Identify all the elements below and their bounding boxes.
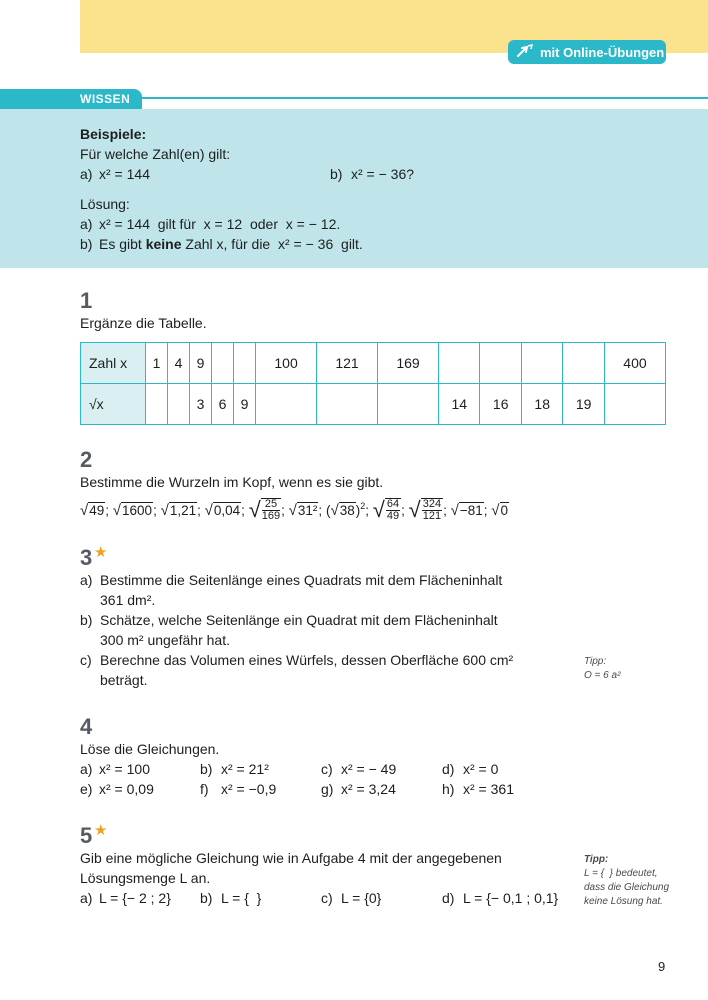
table-cell[interactable]	[604, 384, 665, 425]
wissen-tab	[0, 89, 142, 109]
separator: ;	[105, 502, 110, 518]
root-fraction-64-49	[385, 498, 401, 522]
set-expr: L = { }	[221, 890, 262, 906]
task-5-number: 5	[80, 823, 93, 848]
solution-b-label: b)	[80, 236, 93, 252]
equation-label: c)	[321, 761, 333, 777]
solution-b-pre: Es gibt	[99, 236, 142, 252]
separator: ;	[483, 502, 488, 518]
table-head-sqrt: √x	[81, 384, 146, 425]
root-1600: 1600	[122, 503, 153, 518]
task-2-roots: √ 49 ; √ 1600 ; √ 1,21 ; √ 0,04 ; √ $\frac{25}{169}$ ; √ 31² ; ( √ 38 )$^2$ ; √ $\frac{64}{49}$ ; √ $\frac{324}{121}$ ; √ −81 ; √ 0	[80, 497, 509, 522]
tip-line: keine Lösung hat.	[584, 896, 663, 907]
set-expr: L = {0}	[341, 890, 382, 906]
task-3c-label: c)	[80, 652, 92, 668]
example-b-label: b)	[330, 166, 343, 182]
table-cell[interactable]	[438, 343, 479, 384]
table-cell[interactable]: 9	[190, 343, 212, 384]
star-icon: ★	[94, 544, 108, 561]
equation-expr: x² = − 49	[341, 761, 397, 777]
numerator: 324	[422, 498, 442, 510]
root-49: 49	[89, 503, 105, 518]
loesung-heading: Lösung:	[80, 196, 130, 212]
set-label: c)	[321, 890, 333, 906]
equation-label: g)	[321, 781, 334, 797]
denominator: 169	[261, 510, 281, 522]
solution-b	[99, 234, 363, 254]
task-3c-line2: beträgt.	[100, 672, 148, 688]
separator: ;	[318, 502, 323, 518]
root-1-21: 1,21	[169, 503, 197, 518]
example-a-label: a)	[80, 166, 93, 182]
star-icon: ★	[94, 822, 108, 839]
equation-expr: x² = −0,9	[221, 781, 277, 797]
task-1-number: 1	[80, 288, 93, 313]
table-cell[interactable]	[168, 384, 190, 425]
table-cell[interactable]: 9	[234, 384, 256, 425]
tip-title: Tipp:	[584, 656, 607, 667]
set-label: d)	[442, 890, 455, 906]
task-4-instruction: Löse die Gleichungen.	[80, 741, 220, 757]
task-3b-line2: 300 m² ungefähr hat.	[100, 632, 230, 648]
table-cell[interactable]: 100	[256, 343, 317, 384]
table-row-sqrt	[81, 384, 666, 425]
separator: ;	[401, 502, 405, 518]
table-cell[interactable]	[256, 384, 317, 425]
equation-expr: x² = 100	[99, 761, 150, 777]
set-label: a)	[80, 890, 93, 906]
equation-label: b)	[200, 761, 213, 777]
task-3c-line1: Berechne das Volumen eines Würfels, dessen Oberfläche 600 cm²	[100, 652, 514, 668]
example-a-expr: x² = 144	[99, 166, 150, 182]
table-cell[interactable]: 3	[190, 384, 212, 425]
task-5-line2: Lösungsmenge L an.	[80, 870, 211, 886]
root-0: 0	[500, 503, 509, 518]
equation-expr: x² = 3,24	[341, 781, 396, 797]
task-3a-line1: Bestimme die Seitenlänge eines Quadrats mit dem Flächeninhalt	[100, 572, 503, 588]
equation-label: d)	[442, 761, 455, 777]
table-cell[interactable]: 16	[480, 384, 521, 425]
denominator: 121	[422, 510, 442, 522]
equation-label: a)	[80, 761, 93, 777]
task-3-number: 3	[80, 545, 93, 570]
tip-line: L = { } bedeutet,	[584, 868, 658, 879]
table-cell[interactable]: 19	[563, 384, 604, 425]
table-cell[interactable]	[378, 384, 439, 425]
page-number: 9	[658, 959, 666, 974]
solution-a: x² = 144 gilt für x = 12 oder x = − 12.	[99, 216, 341, 232]
table-cell[interactable]	[521, 343, 562, 384]
solution-a-label: a)	[80, 216, 93, 232]
tip-text: O = 6 a²	[584, 670, 621, 681]
task-1-instruction: Ergänze die Tabelle.	[80, 315, 207, 331]
table-cell[interactable]	[480, 343, 521, 384]
beispiele-heading: Beispiele:	[80, 126, 147, 142]
root-38: 38	[339, 503, 355, 518]
separator: ;	[153, 502, 157, 518]
root-31-squared: 31²	[297, 503, 318, 518]
table-cell[interactable]: 1	[146, 343, 168, 384]
task-3b-line1: Schätze, welche Seitenlänge ein Quadrat mit dem Flächeninhalt	[100, 612, 498, 628]
task-5-tip	[584, 853, 669, 909]
separator: ;	[197, 502, 201, 518]
solution-b-post: Zahl x, für die x² = − 36 gilt.	[185, 236, 363, 252]
table-cell[interactable]: 121	[317, 343, 378, 384]
separator: ;	[281, 502, 285, 518]
table-cell[interactable]: 6	[212, 384, 234, 425]
set-expr: L = {− 2 ; 2}	[99, 890, 171, 906]
table-cell[interactable]	[212, 343, 234, 384]
table-row-x	[81, 343, 666, 384]
root-minus-81: −81	[459, 503, 483, 518]
separator: ;	[365, 502, 369, 518]
root-fraction-324-121	[421, 498, 443, 522]
solution-b-bold: keine	[145, 236, 182, 252]
equation-label: f)	[200, 781, 209, 797]
denominator: 49	[386, 510, 400, 522]
numerator: 64	[386, 498, 400, 510]
table-cell[interactable]: 400	[604, 343, 665, 384]
set-label: b)	[200, 890, 213, 906]
mouse-pointer-icon	[516, 44, 534, 61]
equation-expr: x² = 21²	[221, 761, 269, 777]
table-cell[interactable]: 169	[378, 343, 439, 384]
equation-expr: x² = 0	[463, 761, 499, 777]
equation-expr: x² = 0,09	[99, 781, 154, 797]
equation-label: e)	[80, 781, 93, 797]
tip-title: Tipp:	[584, 854, 609, 865]
equation-expr: x² = 361	[463, 781, 514, 797]
table-cell[interactable]	[146, 384, 168, 425]
task-3a-line2: 361 dm².	[100, 592, 156, 608]
table-head-x: Zahl x	[81, 343, 146, 384]
table-cell[interactable]	[317, 384, 378, 425]
separator: ;	[241, 502, 245, 518]
table-cell[interactable]: 4	[168, 343, 190, 384]
task-3-tip	[584, 655, 620, 683]
root-0-04: 0,04	[213, 503, 241, 518]
separator: ;	[443, 502, 447, 518]
table-cell[interactable]	[234, 343, 256, 384]
task-3a-label: a)	[80, 572, 93, 588]
task-3b-label: b)	[80, 612, 93, 628]
task-5-line1: Gib eine mögliche Gleichung wie in Aufgabe 4 mit der angegebenen	[80, 850, 502, 866]
wissen-label: WISSEN	[80, 92, 131, 106]
table-cell[interactable]	[563, 343, 604, 384]
root-fraction-25-169	[261, 498, 281, 522]
example-b-expr: x² = − 36?	[351, 166, 415, 182]
numerator: 25	[262, 499, 280, 511]
table-cell[interactable]: 14	[438, 384, 479, 425]
task-2-instruction: Bestimme die Wurzeln im Kopf, wenn es sie gibt.	[80, 474, 384, 490]
wissen-question: Für welche Zahl(en) gilt:	[80, 146, 231, 162]
task-4-number: 4	[80, 714, 93, 739]
task-1-table	[80, 342, 666, 425]
task-2-number: 2	[80, 447, 93, 472]
online-exercises-badge[interactable]	[508, 40, 666, 64]
online-exercises-label: mit Online-Übungen	[540, 44, 665, 60]
table-cell[interactable]: 18	[521, 384, 562, 425]
set-expr: L = {− 0,1 ; 0,1}	[463, 890, 559, 906]
equation-label: h)	[442, 781, 455, 797]
tip-line: dass die Gleichung	[584, 882, 670, 893]
